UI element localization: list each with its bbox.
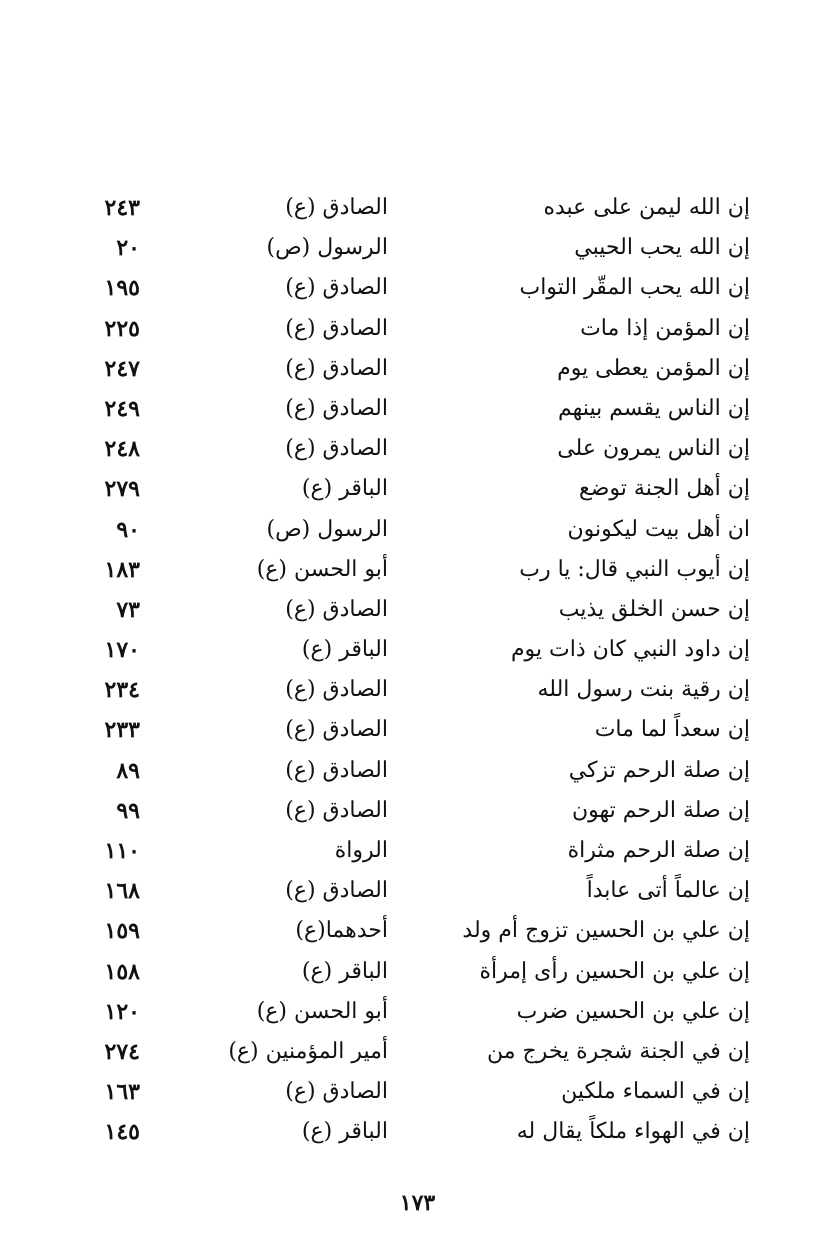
index-row [70,188,750,228]
hadith-narrator: الصادق (ع) [285,797,388,823]
index-row [70,590,750,630]
hadith-opening-phrase: إن المؤمن يعطى يوم [557,355,750,381]
hadith-opening-phrase: إن رقية بنت رسول الله [537,677,750,703]
hadith-narrator: الصادق (ع) [285,596,388,622]
hadith-opening-phrase: إن الله ليمن على عبده [543,195,750,220]
hadith-opening-phrase: إن سعداً لما مات [594,717,750,743]
reference-page-number: ٨٩ [116,757,140,784]
index-row [70,228,750,268]
reference-page-number: ١١٠ [104,838,140,864]
hadith-opening-phrase: إن في الهواء ملكاً يقال له [516,1119,750,1145]
reference-page-number: ١٥٩ [104,918,140,945]
index-row [70,751,750,791]
hadith-opening-phrase: إن في الجنة شجرة يخرج من [486,1038,750,1064]
hadith-narrator: الرسول (ص) [266,516,388,542]
hadith-narrator: أبو الحسن (ع) [256,556,388,582]
hadith-opening-phrase: إن صلة الرحم تهون [572,797,750,823]
hadith-narrator: الصادق (ع) [285,436,388,462]
hadith-opening-phrase: إن في السماء ملكين [561,1079,750,1105]
hadith-opening-phrase: ان أهل بيت ليكونون [567,516,750,542]
reference-page-number: ٢٤٩ [104,395,140,422]
hadith-opening-phrase: إن علي بن الحسين رأى إمرأة [479,958,750,984]
reference-page-number: ٧٣ [116,596,140,623]
reference-page-number: ٢٤٣ [104,195,140,221]
reference-page-number: ٢٤٧ [104,355,140,382]
hadith-opening-phrase: إن الناس يمرون على [557,436,750,462]
hadith-opening-phrase: إن صلة الرحم مثراة [567,838,750,863]
index-row [70,349,750,389]
index-row [70,389,750,429]
hadith-opening-phrase: إن أيوب النبي قال: يا رب [519,556,750,582]
index-row [70,309,750,349]
hadith-opening-phrase: إن حسن الخلق يذيب [558,596,750,622]
reference-page-number: ٢٣٤ [104,677,140,704]
reference-page-number: ١٥٨ [104,958,140,985]
hadith-narrator: الصادق (ع) [285,677,388,703]
hadith-opening-phrase: إن داود النبي كان ذات يوم [510,637,750,663]
index-row [70,510,750,550]
hadith-opening-phrase: إن الله يحب الحيبي [574,235,750,261]
hadith-narrator: الباقر (ع) [301,476,388,502]
hadith-narrator: الصادق (ع) [285,275,388,301]
reference-page-number: ١٦٨ [104,878,140,905]
reference-page-number: ١٢٠ [104,998,140,1025]
reference-page-number: ٢٣٣ [104,717,140,744]
hadith-narrator: أحدهما(ع) [295,918,388,944]
hadith-narrator: الرواة [334,838,388,863]
reference-page-number: ١٨٣ [104,556,140,583]
index-row [70,992,750,1032]
hadith-narrator: الباقر (ع) [301,1119,388,1145]
index-row [70,550,750,590]
reference-page-number: ٩٠ [116,516,140,543]
hadith-opening-phrase: إن عالماً أتى عابداً [586,878,750,904]
hadith-opening-phrase: إن الله يحب المقّر التواب [519,275,750,301]
hadith-opening-phrase: إن المؤمن إذا مات [580,315,750,341]
index-row [70,630,750,670]
index-row [70,1112,750,1152]
hadith-narrator: الصادق (ع) [285,1079,388,1105]
reference-page-number: ١٩٥ [104,275,140,302]
index-row [70,1072,750,1112]
reference-page-number: ٢٧٩ [104,476,140,503]
index-row [70,911,750,951]
index-row [70,831,750,871]
hadith-opening-phrase: إن الناس يقسم بينهم [558,395,750,421]
index-row [70,429,750,469]
hadith-opening-phrase: إن علي بن الحسين تزوج أم ولد [462,918,750,944]
hadith-narrator: أبو الحسن (ع) [256,998,388,1024]
hadith-narrator: الصادق (ع) [285,878,388,904]
hadith-opening-phrase: إن صلة الرحم تزكي [568,757,750,783]
hadith-narrator: الرسول (ص) [266,235,388,261]
hadith-opening-phrase: إن أهل الجنة توضع [579,476,750,502]
hadith-narrator: الباقر (ع) [301,958,388,984]
hadith-narrator: أمير المؤمنين (ع) [228,1038,388,1064]
reference-page-number: ٢٧٤ [104,1038,140,1065]
index-row [70,871,750,911]
index-row [70,710,750,750]
hadith-narrator: الصادق (ع) [285,315,388,341]
reference-page-number: ٢٠ [116,235,140,262]
index-row [70,1032,750,1072]
index-row [70,469,750,509]
hadith-narrator: الصادق (ع) [285,195,388,220]
reference-page-number: ٢٤٨ [104,436,140,463]
reference-page-number: ١٤٥ [104,1119,140,1146]
reference-page-number: ٩٩ [116,797,140,824]
index-row [70,952,750,992]
hadith-narrator: الصادق (ع) [285,757,388,783]
index-row [70,670,750,710]
reference-page-number: ٢٢٥ [104,315,140,342]
hadith-narrator: الصادق (ع) [285,355,388,381]
page-number: ١٧٣ [399,1190,436,1216]
hadith-narrator: الصادق (ع) [285,395,388,421]
hadith-index-list [70,188,750,1153]
index-row [70,268,750,308]
hadith-opening-phrase: إن علي بن الحسين ضرب [516,998,750,1024]
hadith-narrator: الصادق (ع) [285,717,388,743]
reference-page-number: ١٦٣ [104,1079,140,1106]
index-row [70,791,750,831]
reference-page-number: ١٧٠ [104,637,140,664]
hadith-narrator: الباقر (ع) [301,637,388,663]
